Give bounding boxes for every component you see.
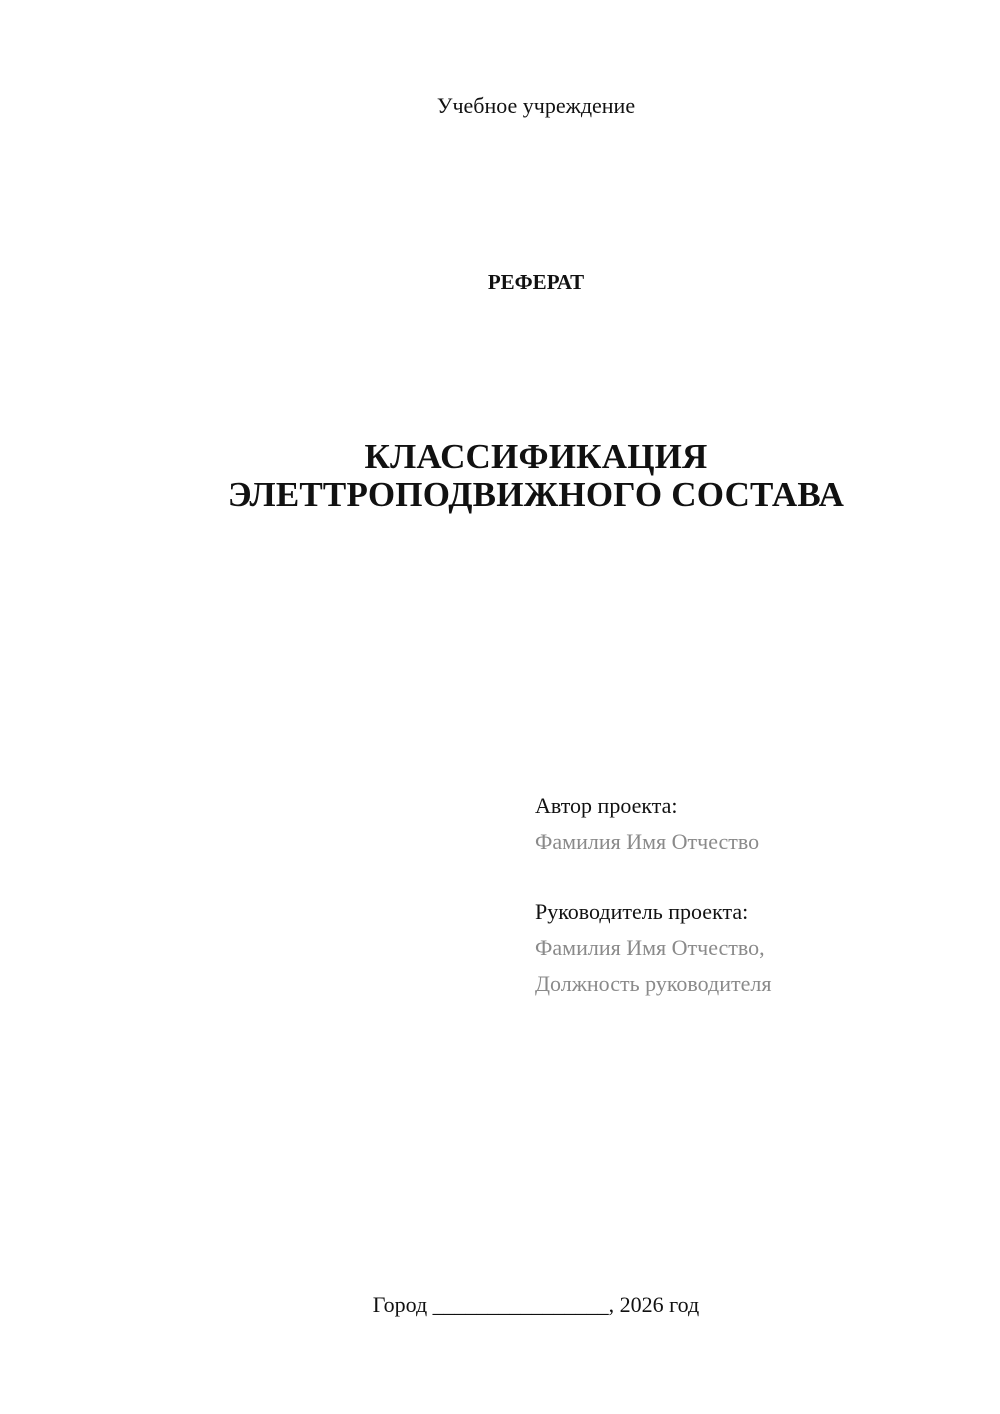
- spacer: [535, 860, 771, 894]
- year-text: , 2026 год: [608, 1292, 700, 1317]
- city-year-line: [0, 1290, 1000, 1320]
- city-blank: ________________: [432, 1292, 609, 1317]
- institution-name: Учебное учреждение: [436, 93, 636, 118]
- city-label: Город: [372, 1292, 428, 1317]
- supervisor-name: Фамилия Имя Отчество,: [535, 935, 765, 960]
- author-name: Фамилия Имя Отчество: [535, 829, 760, 854]
- project-info: [535, 788, 771, 1002]
- author-label: Автор проекта:: [535, 793, 678, 818]
- supervisor-label: Руководитель проекта:: [535, 899, 749, 924]
- document-type: РЕФЕРАТ: [487, 270, 585, 294]
- title-line-1: КЛАССИФИКАЦИЯ: [364, 437, 708, 476]
- document-title: [0, 438, 1000, 514]
- title-line-2: ЭЛЕТТРОПОДВИЖНОГО СОСТАВА: [227, 475, 845, 514]
- supervisor-position: Должность руководителя: [535, 971, 772, 996]
